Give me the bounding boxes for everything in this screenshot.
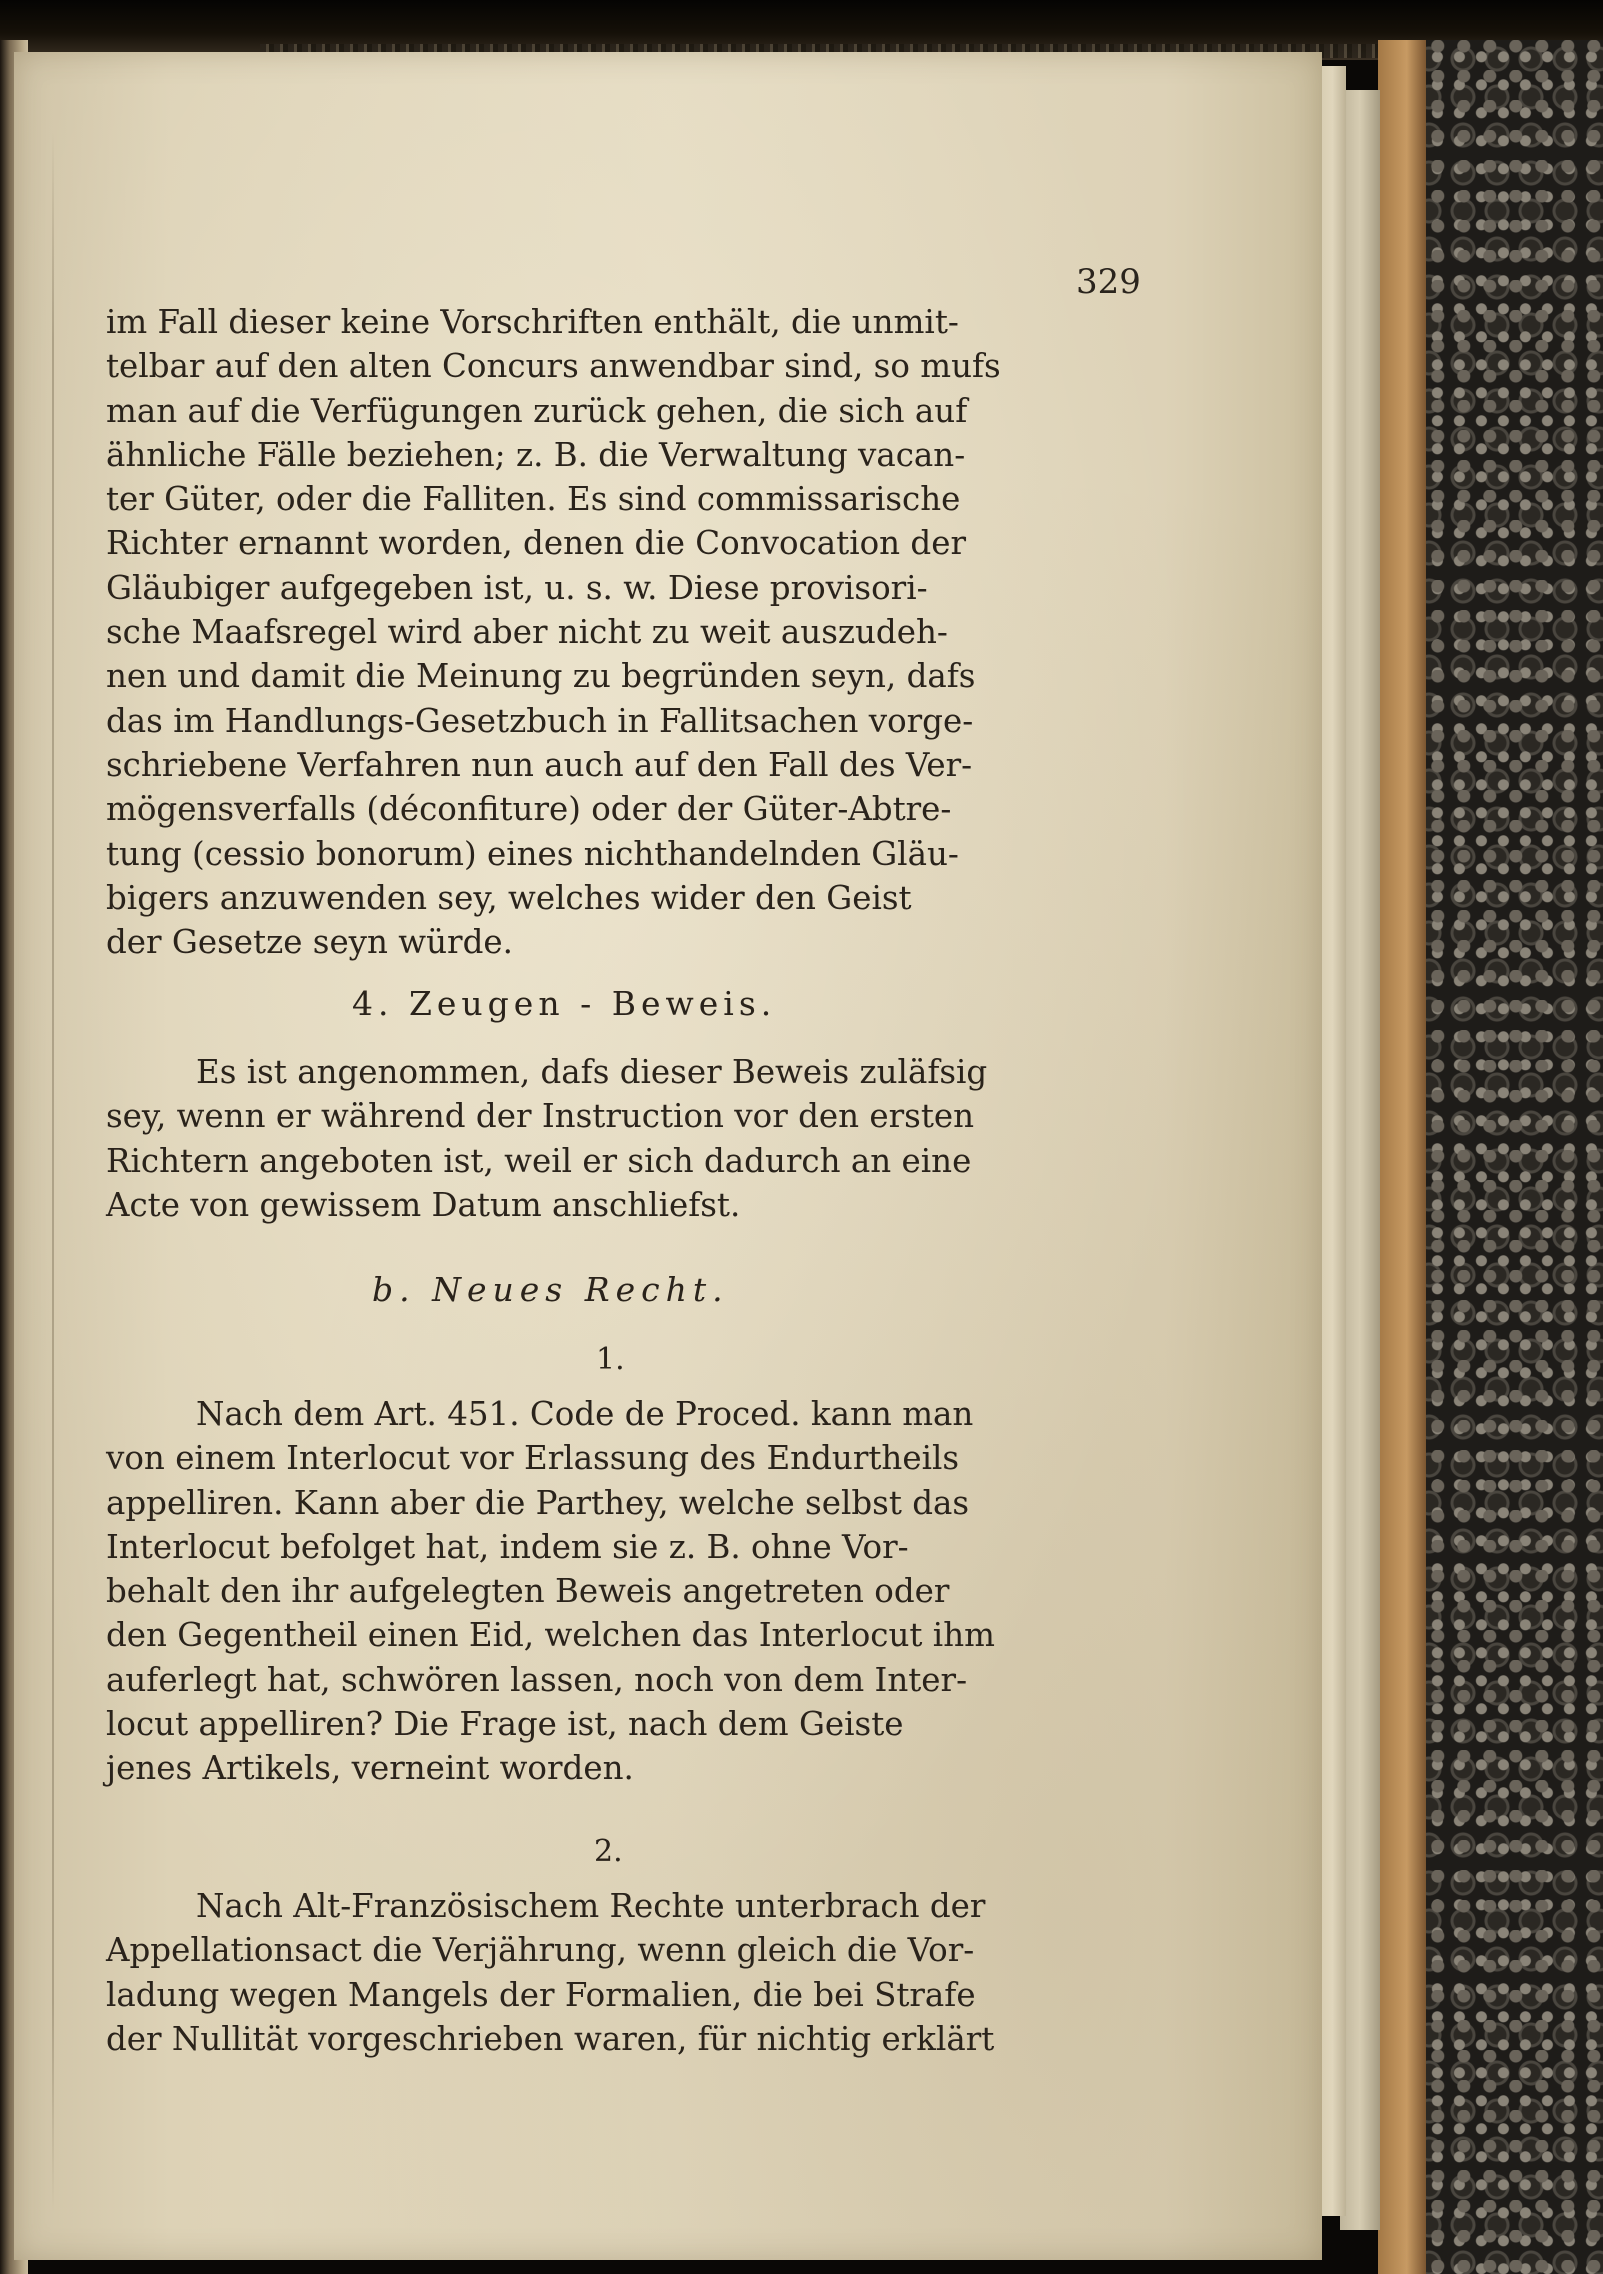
paragraph-1 [106,300,1136,964]
text-line: den Gegentheil einen Eid, welchen das Interlocut ihm [106,1616,995,1655]
text-line: ter Güter, oder die Falliten. Es sind commissarische [106,480,961,519]
text-line: im Fall dieser keine Vorschriften enthält, die unmit- [106,303,959,341]
text-line: Acte von gewissem Datum anschliefst. [106,1185,741,1224]
paragraph-3 [106,1392,1136,1791]
text-line: Interlocut befolget hat, indem sie z. B. ohne Vor- [106,1527,909,1566]
binding-top [0,0,1603,60]
text-line: man auf die Verfügungen zurück gehen, die sich auf [106,391,968,430]
paragraph-4 [106,1884,1136,2061]
section-heading-4: 4. Zeugen - Beweis. [352,984,777,1023]
text-line: Es ist angenommen, dafs dieser Beweis zuläfsig [196,1053,988,1091]
gutter-line [52,132,54,2212]
text-line: Gläubiger aufgegeben ist, u. s. w. Diese provisori- [106,568,928,607]
text-line: Appellationsact die Verjährung, wenn gleich die Vor- [106,1931,975,1970]
text-line: Richter ernannt worden, denen die Convocation der [106,524,966,563]
page-edges [1340,90,1380,2230]
cover-edge [1378,40,1426,2274]
item-number-2: 2. [594,1834,623,1869]
text-line: bigers anzuwenden sey, welches wider den Geist [106,878,912,917]
text-line: appelliren. Kann aber die Parthey, welche selbst das [106,1483,970,1522]
item-number-1: 1. [596,1342,625,1377]
text-line: ähnliche Fälle beziehen; z. B. die Verwaltung vacan- [106,435,966,474]
text-line: von einem Interlocut vor Erlassung des Endurtheils [106,1439,960,1478]
text-line: tung (cessio bonorum) eines nichthandelnden Gläu- [106,834,959,873]
text-line: ladung wegen Mangels der Formalien, die bei Strafe [106,1975,976,2014]
text-line: behalt den ihr aufgelegten Beweis angetreten oder [106,1572,950,1611]
section-heading-b: b. Neues Recht. [372,1270,729,1309]
text-line: mögensverfalls (déconfiture) oder der Güter-Abtre- [106,790,952,829]
text-line: das im Handlungs-Gesetzbuch in Fallitsachen vorge- [106,701,974,740]
text-line: locut appelliren? Die Frage ist, nach dem Geiste [106,1705,904,1744]
text-line: Richtern angeboten ist, weil er sich dadurch an eine [106,1141,972,1180]
text-line: der Nullität vorgeschrieben waren, für nichtig erklärt [106,2019,995,2058]
text-line: sey, wenn er während der Instruction vor den ersten [106,1097,975,1136]
paragraph-2 [106,1050,1136,1227]
text-line: nen und damit die Meinung zu begründen seyn, dafs [106,657,976,696]
page-number: 329 [1076,262,1141,302]
text-line: der Gesetze seyn würde. [106,923,513,962]
text-line: schriebene Verfahren nun auch auf den Fall des Ver- [106,745,973,784]
text-line: jenes Artikels, verneint worden. [106,1749,634,1788]
text-line: Nach dem Art. 451. Code de Proced. kann man [196,1395,974,1433]
text-line: sche Maafsregel wird aber nicht zu weit auszudeh- [106,613,948,652]
text-line: Nach Alt-Französischem Rechte unterbrach der [196,1887,986,1925]
book-page [14,52,1322,2260]
text-line: telbar auf den alten Concurs anwendbar sind, so mufs [106,347,1001,386]
text-line: auferlegt hat, schwören lassen, noch von dem Inter- [106,1660,968,1699]
